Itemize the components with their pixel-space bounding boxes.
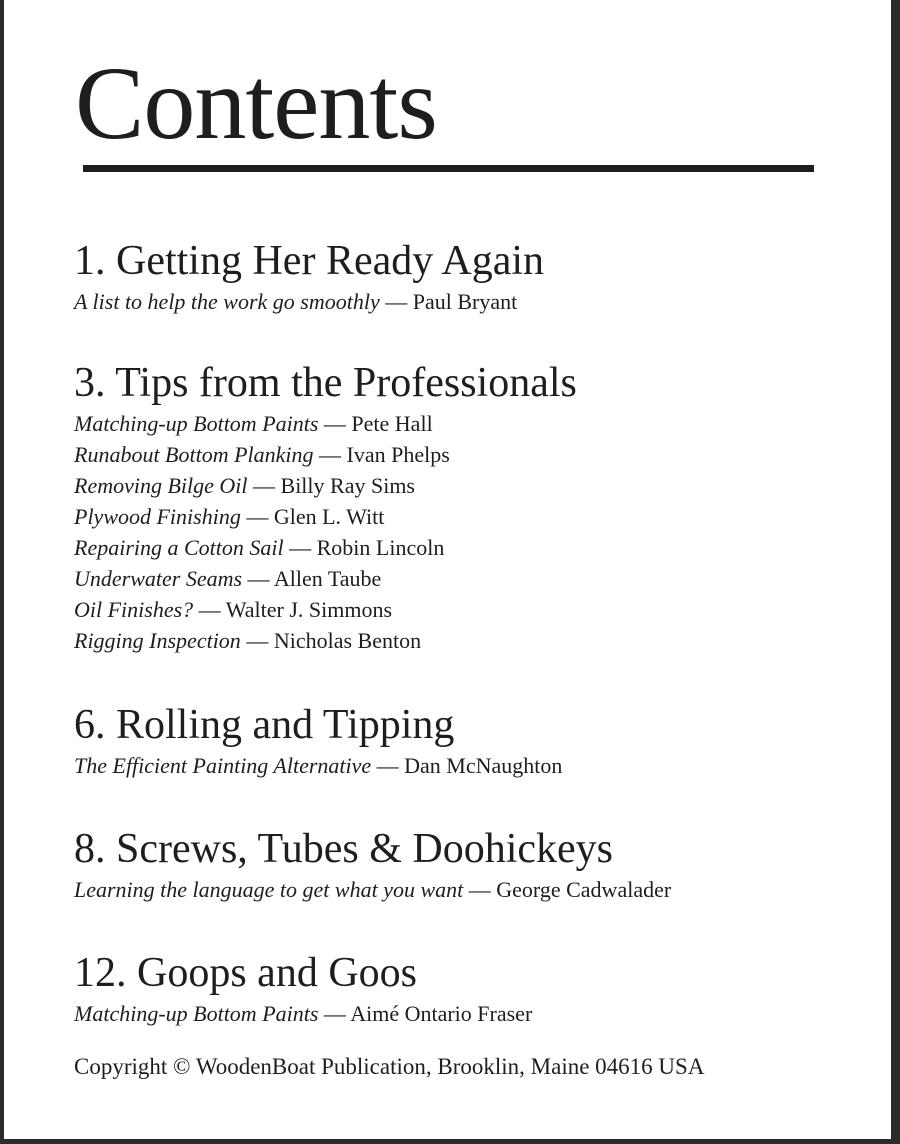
title-rule bbox=[83, 165, 814, 172]
entry-author: Nicholas Benton bbox=[273, 628, 422, 653]
entry-list bbox=[74, 750, 562, 781]
entry-title: Matching-up Bottom Paints bbox=[74, 1001, 319, 1026]
section-heading: 12. Goops and Goos bbox=[74, 950, 417, 996]
entry-title: Rigging Inspection bbox=[74, 628, 241, 653]
entry-title: Repairing a Cotton Sail bbox=[74, 535, 284, 560]
section-rolling-and-tipping bbox=[74, 704, 562, 781]
section-heading: 6. Rolling and Tipping bbox=[74, 702, 455, 748]
section-heading: 8. Screws, Tubes & Doohickeys bbox=[74, 826, 614, 872]
entry-list bbox=[74, 286, 544, 317]
list-item: Matching-up Bottom Paints — Aimé Ontario Fraser bbox=[74, 1001, 533, 1026]
entry-author: Paul Bryant bbox=[412, 289, 518, 314]
entry-title: Underwater Seams bbox=[74, 566, 243, 591]
entry-author: Aimé Ontario Fraser bbox=[350, 1001, 533, 1026]
list-item: Removing Bilge Oil — Billy Ray Sims bbox=[74, 473, 415, 498]
copyright-notice: Copyright © WoodenBoat Publication, Brooklin, Maine 04616 USA bbox=[74, 1054, 705, 1079]
section-screws-tubes-doohickeys bbox=[74, 828, 671, 905]
page-title: Contents bbox=[75, 46, 437, 161]
entry-author: Dan McNaughton bbox=[404, 753, 563, 778]
list-item: A list to help the work go smoothly — Paul Bryant bbox=[74, 289, 518, 314]
list-item: Repairing a Cotton Sail — Robin Lincoln bbox=[74, 535, 445, 560]
entry-list bbox=[74, 408, 577, 656]
list-item: Rigging Inspection — Nicholas Benton bbox=[74, 628, 422, 653]
entry-title: Learning the language to get what you want bbox=[74, 877, 464, 902]
list-item: Learning the language to get what you want — George Cadwalader bbox=[74, 877, 672, 902]
entry-title: Runabout Bottom Planking bbox=[74, 442, 314, 467]
entry-title: Removing Bilge Oil bbox=[74, 473, 248, 498]
section-tips-from-the-professionals bbox=[74, 362, 577, 656]
entry-author: Pete Hall bbox=[351, 411, 433, 436]
list-item: Underwater Seams — Allen Taube bbox=[74, 566, 382, 591]
entry-author: Ivan Phelps bbox=[346, 442, 450, 467]
entry-author: George Cadwalader bbox=[496, 877, 672, 902]
entry-title: Matching-up Bottom Paints bbox=[74, 411, 319, 436]
list-item: Matching-up Bottom Paints — Pete Hall bbox=[74, 411, 433, 436]
entry-title: The Efficient Painting Alternative bbox=[74, 753, 372, 778]
entry-title: Oil Finishes? bbox=[74, 597, 194, 622]
section-goops-and-goos bbox=[74, 952, 532, 1029]
entry-author: Allen Taube bbox=[273, 566, 382, 591]
entry-author: Walter J. Simmons bbox=[225, 597, 393, 622]
entry-title: Plywood Finishing bbox=[74, 504, 241, 529]
list-item: Plywood Finishing — Glen L. Witt bbox=[74, 504, 385, 529]
section-getting-her-ready-again bbox=[74, 240, 544, 317]
entry-list bbox=[74, 998, 532, 1029]
entry-author: Robin Lincoln bbox=[316, 535, 445, 560]
entry-author: Billy Ray Sims bbox=[280, 473, 415, 498]
entry-list bbox=[74, 874, 671, 905]
section-heading: 1. Getting Her Ready Again bbox=[74, 238, 545, 284]
list-item: The Efficient Painting Alternative — Dan McNaughton bbox=[74, 753, 563, 778]
list-item: Runabout Bottom Planking — Ivan Phelps bbox=[74, 442, 450, 467]
section-heading: 3. Tips from the Professionals bbox=[74, 360, 577, 406]
entry-title: A list to help the work go smoothly bbox=[74, 289, 380, 314]
entry-author: Glen L. Witt bbox=[273, 504, 385, 529]
list-item: Oil Finishes? — Walter J. Simmons bbox=[74, 597, 393, 622]
